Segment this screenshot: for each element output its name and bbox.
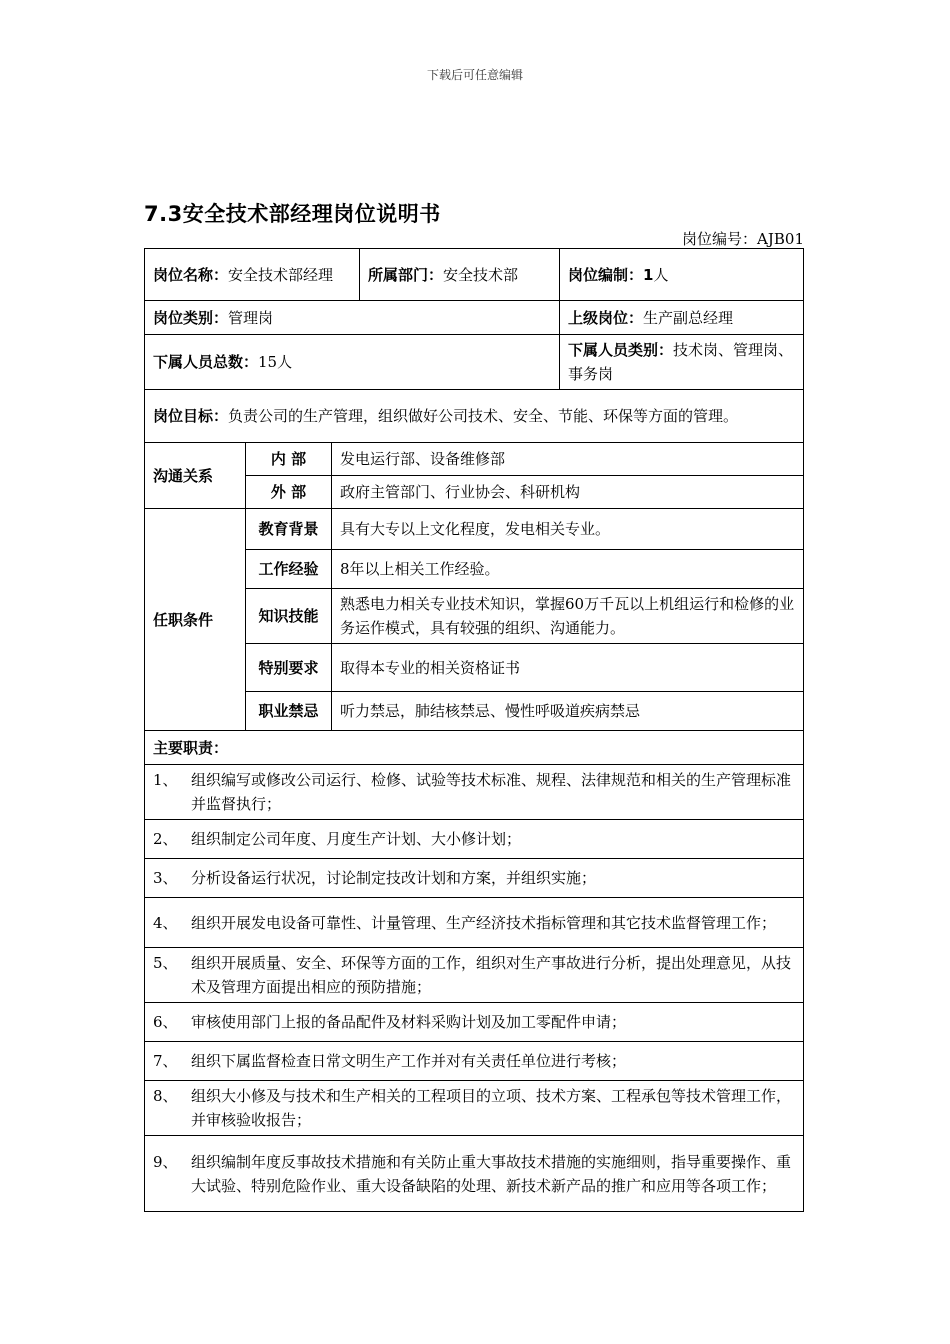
duty-text: 分析设备运行状况，讨论制定技改计划和方案，并组织实施； (191, 869, 597, 887)
category-cell (145, 301, 560, 335)
duty-row (145, 1081, 804, 1136)
row-subordinates (145, 335, 804, 390)
communication-label: 沟通关系 (145, 443, 246, 509)
row-qualification-1 (145, 509, 804, 550)
duty-row (145, 1042, 804, 1081)
duty-number: 7、 (153, 1052, 178, 1070)
document-title: 7.3安全技术部经理岗位说明书 (144, 202, 441, 226)
qualification-value: 熟悉电力相关专业技术知识，掌握60万千瓦以上机组运行和检修的业务运作模式，具有较强的组织、沟通能力。 (332, 589, 804, 644)
position-name-label: 岗位名称： (153, 265, 229, 284)
position-name-value: 安全技术部经理 (228, 265, 334, 284)
subordinate-total-value: 15人 (258, 353, 293, 371)
duty-number: 1、 (153, 771, 178, 789)
duty-text: 组织开展质量、安全、环保等方面的工作，组织对生产事故进行分析，提出处理意见，从技术及管理方面提出相应的预防措施； (191, 954, 792, 996)
duty-number: 2、 (153, 830, 178, 848)
subordinate-total-label: 下属人员总数： (153, 353, 259, 371)
duty-row (145, 765, 804, 820)
duty-number: 3、 (153, 869, 178, 887)
duty-row (145, 1003, 804, 1042)
superior-cell (560, 301, 804, 335)
headcount-label: 岗位编制： (568, 265, 644, 284)
duty-text: 组织编写或修改公司运行、检修、试验等技术标准、规程、法律规范和相关的生产管理标准并监督执行； (191, 771, 792, 813)
department-label: 所属部门： (368, 265, 444, 284)
row-basic-info (145, 249, 804, 301)
subordinate-type-value: 技术岗、管理岗、事务岗 (568, 341, 794, 383)
qualification-value: 听力禁忌，肺结核禁忌、慢性呼吸道疾病禁忌 (332, 692, 804, 731)
duty-row (145, 898, 804, 948)
duty-number: 6、 (153, 1013, 178, 1031)
row-category (145, 301, 804, 335)
department-cell (360, 249, 560, 301)
goal-value: 负责公司的生产管理，组织做好公司技术、安全、节能、环保等方面的管理。 (228, 407, 739, 425)
category-label: 岗位类别： (153, 308, 229, 327)
duty-number: 5、 (153, 954, 178, 972)
qualification-value: 取得本专业的相关资格证书 (332, 644, 804, 692)
subordinate-total-cell (145, 335, 560, 390)
duty-text: 组织开展发电设备可靠性、计量管理、生产经济技术指标管理和其它技术监督管理工作； (191, 913, 777, 932)
subordinate-type-label: 下属人员类别： (568, 341, 674, 359)
duty-number: 9、 (153, 1152, 178, 1171)
goal-label: 岗位目标： (153, 407, 229, 425)
row-duties-header (145, 731, 804, 765)
duty-row (145, 948, 804, 1003)
duty-text: 审核使用部门上报的备品配件及材料采购计划及加工零配件申请； (191, 1013, 627, 1031)
duty-text: 组织编制年度反事故技术措施和有关防止重大事故技术措施的实施细则，指导重要操作、重大试验、特别危险作业、重大设备缺陷的处理、新技术新产品的推广和应用等各项工作； (191, 1152, 792, 1195)
headcount-cell (560, 249, 804, 301)
duty-row (145, 820, 804, 859)
qualification-value: 8年以上相关工作经验。 (332, 550, 804, 589)
qualification-label: 知识技能 (246, 589, 332, 644)
qualification-label: 工作经验 (246, 550, 332, 589)
internal-label: 内 部 (246, 443, 332, 476)
qualification-label: 特别要求 (246, 644, 332, 692)
superior-value: 生产副总经理 (643, 308, 734, 327)
headcount-value: 1 (643, 265, 654, 284)
duty-number: 8、 (153, 1087, 178, 1105)
duty-row (145, 1136, 804, 1212)
position-name-cell (145, 249, 360, 301)
duty-text: 组织大小修及与技术和生产相关的工程项目的立项、技术方案、工程承包等技术管理工作，并审核验收报告； (191, 1087, 792, 1129)
row-goal (145, 390, 804, 443)
qualification-value: 具有大专以上文化程度，发电相关专业。 (332, 509, 804, 550)
external-value: 政府主管部门、行业协会、科研机构 (332, 476, 804, 509)
qualification-label: 教育背景 (246, 509, 332, 550)
category-value: 管理岗 (228, 308, 274, 327)
duties-label: 主要职责： (145, 731, 804, 765)
duty-text: 组织制定公司年度、月度生产计划、大小修计划； (191, 830, 522, 848)
header-note: 下载后可任意编辑 (426, 68, 523, 82)
row-communication-internal (145, 443, 804, 476)
duty-row (145, 859, 804, 898)
qualifications-label: 任职条件 (145, 509, 246, 731)
headcount-unit: 人 (653, 265, 669, 284)
internal-value: 发电运行部、设备维修部 (332, 443, 804, 476)
subordinate-type-cell (560, 335, 804, 390)
duty-number: 4、 (153, 913, 178, 932)
department-value: 安全技术部 (443, 265, 519, 284)
external-label: 外 部 (246, 476, 332, 509)
position-code: 岗位编号：AJB01 (682, 230, 804, 248)
goal-cell (145, 390, 804, 443)
superior-label: 上级岗位： (568, 308, 644, 327)
qualification-label: 职业禁忌 (246, 692, 332, 731)
job-description-table (144, 248, 804, 1212)
duty-text: 组织下属监督检查日常文明生产工作并对有关责任单位进行考核； (191, 1052, 627, 1070)
